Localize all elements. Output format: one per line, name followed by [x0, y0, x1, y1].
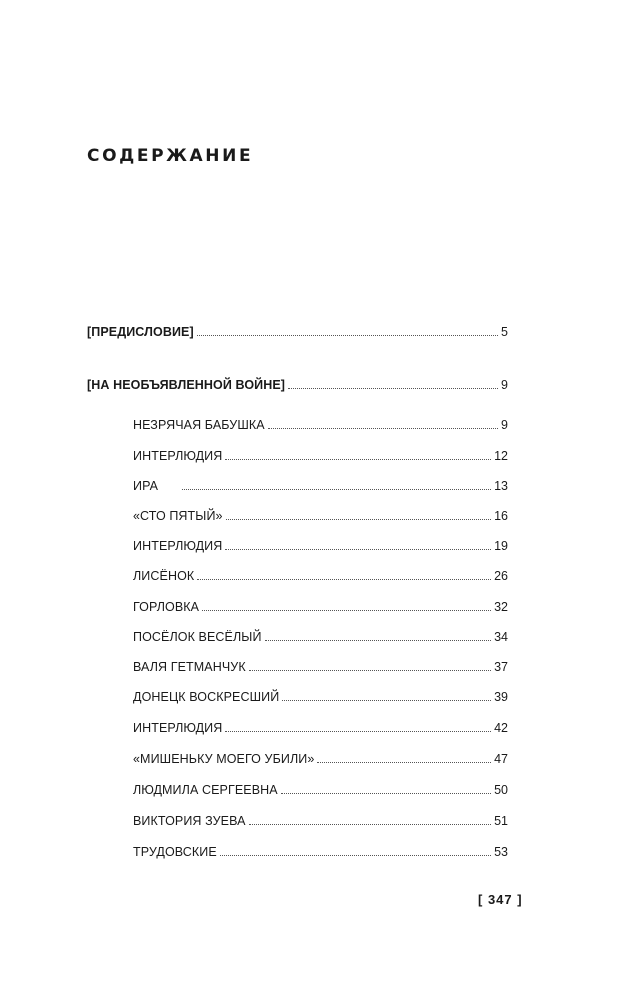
dot-leader	[265, 639, 492, 641]
toc-entry-page: 12	[494, 449, 508, 463]
toc-entry-undeclared-war[interactable]	[87, 378, 508, 392]
toc-entry-page: 5	[501, 325, 508, 339]
toc-entry[interactable]	[133, 600, 508, 614]
dot-leader	[225, 548, 491, 550]
toc-entry-page: 42	[494, 721, 508, 735]
dot-leader	[282, 699, 491, 701]
toc-entry[interactable]	[133, 479, 508, 493]
toc-entry-label: ИНТЕРЛЮДИЯ	[133, 721, 223, 735]
toc-entry-page: 9	[501, 418, 508, 432]
dot-leader	[225, 730, 491, 732]
toc-entry[interactable]	[133, 660, 508, 674]
toc-entry-label: «СТО ПЯТЫЙ»	[133, 509, 223, 523]
page-number: [ 347 ]	[478, 892, 523, 907]
toc-entry-page: 50	[494, 783, 508, 797]
toc-entry-label: ИНТЕРЛЮДИЯ	[133, 539, 223, 553]
toc-entry-page: 34	[494, 630, 508, 644]
toc-entry[interactable]	[133, 845, 508, 859]
toc-entry-label: ВАЛЯ ГЕТМАНЧУК	[133, 660, 246, 674]
toc-entry-preface[interactable]	[87, 325, 508, 339]
toc-entry-page: 51	[494, 814, 508, 828]
toc-entry-label: ИНТЕРЛЮДИЯ	[133, 449, 223, 463]
toc-entry[interactable]	[133, 752, 508, 766]
toc-entry-page: 37	[494, 660, 508, 674]
page-title: СОДЕРЖАНИЕ	[87, 146, 254, 166]
toc-entry-label: НЕЗРЯЧАЯ БАБУШКА	[133, 418, 265, 432]
toc-entry-page: 9	[501, 378, 508, 392]
toc-entry-label: [ПРЕДИСЛОВИЕ]	[87, 325, 194, 339]
dot-leader	[197, 578, 491, 580]
dot-leader	[281, 792, 491, 794]
toc-entry-label: [НА НЕОБЪЯВЛЕННОЙ ВОЙНЕ]	[87, 378, 286, 392]
toc-entry[interactable]	[133, 418, 508, 432]
dot-leader	[249, 669, 491, 671]
toc-entry[interactable]	[133, 630, 508, 644]
toc-entry[interactable]	[133, 449, 508, 463]
toc-entry-page: 39	[494, 690, 508, 704]
toc-entry-label: ДОНЕЦК ВОСКРЕСШИЙ	[133, 690, 280, 704]
dot-leader	[182, 488, 491, 490]
toc-entry-label: «МИШЕНЬКУ МОЕГО УБИЛИ»	[133, 752, 315, 766]
dot-leader	[268, 427, 498, 429]
dot-leader	[225, 458, 491, 460]
dot-leader	[317, 761, 491, 763]
toc-entry-label: ГОРЛОВКА	[133, 600, 200, 614]
toc-entry[interactable]	[133, 721, 508, 735]
toc-entry-page: 32	[494, 600, 508, 614]
dot-leader	[220, 854, 491, 856]
toc-entry[interactable]	[133, 569, 508, 583]
dot-leader	[197, 334, 498, 336]
toc-entry[interactable]	[133, 509, 508, 523]
toc-entry-page: 26	[494, 569, 508, 583]
toc-entry-label: ЛИСЁНОК	[133, 569, 195, 583]
dot-leader	[249, 823, 492, 825]
toc-entry-page: 13	[494, 479, 508, 493]
toc-entry-label: ПОСЁЛОК ВЕСЁЛЫЙ	[133, 630, 262, 644]
dot-leader	[202, 609, 491, 611]
toc-entry-label: ТРУДОВСКИЕ	[133, 845, 217, 859]
toc-entry-page: 16	[494, 509, 508, 523]
dot-leader	[288, 387, 498, 389]
toc-entry-label: ВИКТОРИЯ ЗУЕВА	[133, 814, 246, 828]
toc-entry[interactable]	[133, 539, 508, 553]
toc-entry-page: 19	[494, 539, 508, 553]
toc-entry[interactable]	[133, 814, 508, 828]
toc-entry-page: 47	[494, 752, 508, 766]
toc-entry-label: ИРА	[133, 479, 159, 493]
dot-leader	[226, 518, 492, 520]
toc-entry[interactable]	[133, 690, 508, 704]
toc-entry[interactable]	[133, 783, 508, 797]
toc-entry-page: 53	[494, 845, 508, 859]
toc-entry-label: ЛЮДМИЛА СЕРГЕЕВНА	[133, 783, 278, 797]
